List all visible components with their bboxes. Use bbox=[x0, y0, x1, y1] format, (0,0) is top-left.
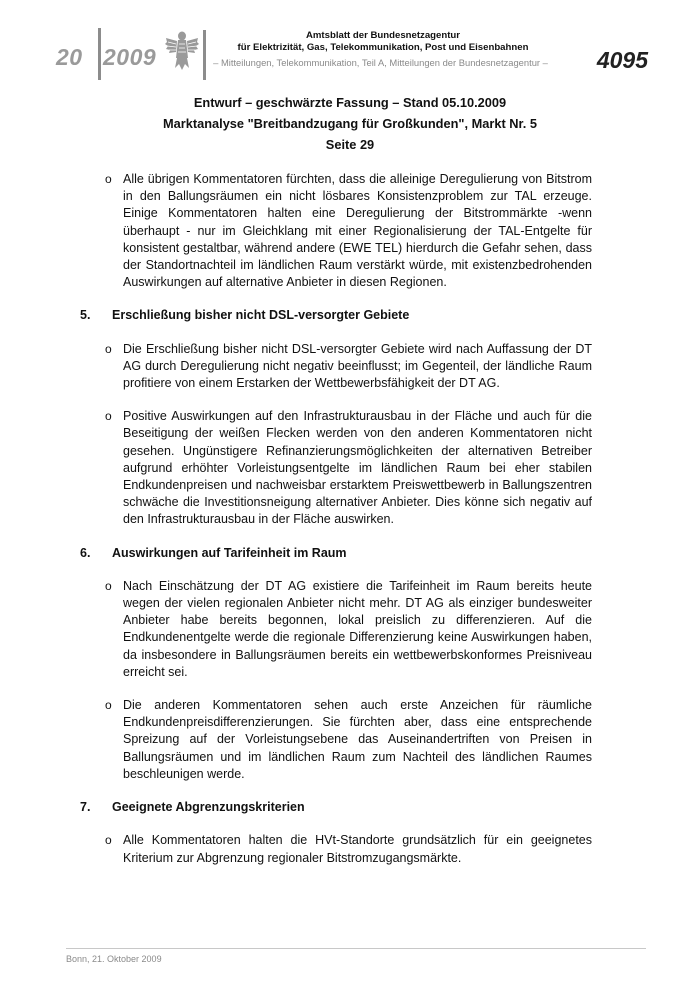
list-item-text: Die Erschließung bisher nicht DSL-versorgter Gebiete wird nach Auffassung der DT AG durch Deregulierung nicht negativ beeinflusst; im Gegenteil, der ländliche Raum profitiere von einem Erstarken der Wettbewerbsfähigkeit der DT AG. bbox=[123, 341, 592, 391]
heading-page: Seite 29 bbox=[325, 137, 375, 152]
federal-eagle-icon bbox=[164, 28, 200, 72]
publisher-line-1: Amtsblatt der Bundesnetzagentur bbox=[305, 30, 461, 41]
heading-market-analysis: Marktanalyse "Breitbandzugang für Großkunden", Markt Nr. 5 bbox=[162, 116, 538, 131]
bullet-marker: o bbox=[105, 578, 112, 593]
section-heading-6 bbox=[80, 545, 592, 562]
bullet-marker: o bbox=[105, 172, 112, 186]
section-heading-5 bbox=[80, 307, 592, 324]
document-body bbox=[80, 171, 592, 883]
section-title: Erschließung bisher nicht DSL-versorgter Gebiete bbox=[112, 308, 410, 323]
list-item bbox=[80, 341, 592, 393]
list-item-text: Alle Kommentatoren halten die HVt-Standorte grundsätzlich für ein geeignetes Kriterium zur Abgrenzung regionaler Bitstromzugangsmärkte. bbox=[123, 833, 592, 865]
list-item-text: Positive Auswirkungen auf den Infrastrukturausbau in der Fläche und auch für die Beseitigung der weißen Flecken werden von den anderen Kommentatoren nicht gesehen. Ungünstigere Refinanzierungsmöglichkeiten der alternativen Betreiber aufgrund erhöhter Vorleistungsentgelte im ländlichen Raum bei eher stabilen Endkundenpreisen und nachweisbar erstarktem Preiswettbewerb in Ballungszentren schwäche die Investitionsneigung alternativer Anbieter. Dies könne sich negativ auf den Infrastrukturausbau in der Fläche auswirken. bbox=[123, 409, 592, 527]
bullet-marker: o bbox=[105, 698, 112, 713]
section-number: 6. bbox=[80, 545, 91, 560]
list-item-text: Alle übrigen Kommentatoren fürchten, dass die alleinige Deregulierung von Bitstrom in den Ballungsräumen ein nicht lösbares Konsistenzproblem zur TAL erzeuge. Einige Kommentatoren halten eine Deregulierung der Bitstrommärkte -wenn überhaupt - nur im Gleichklang mit einer Regionalisierung der TAL-Entgelte für konsistent gestaltbar, während andere (EWE TEL) hierdurch die Gefahr sehen, dass der Standortnachteil im ländlichen Raum verstärkt würde, mit existenzbedrohenden Auswirkungen auf alternative Anbieter in diesen Regionen. bbox=[123, 172, 592, 290]
issue-year: 2009 bbox=[103, 44, 157, 70]
list-item bbox=[80, 408, 592, 528]
footer-place-date: Bonn, 21. Oktober 2009 bbox=[66, 954, 162, 964]
heading-draft-status: Entwurf – geschwärzte Fassung – Stand 05.10.2009 bbox=[193, 95, 507, 110]
section-number: 7. bbox=[80, 800, 91, 815]
bullet-marker: o bbox=[105, 409, 112, 424]
section-title: Auswirkungen auf Tarifeinheit im Raum bbox=[112, 545, 347, 560]
bullet-marker: o bbox=[105, 341, 112, 356]
bullet-marker: o bbox=[105, 833, 112, 848]
header-divider-right bbox=[203, 30, 206, 80]
list-item-text: Nach Einschätzung der DT AG existiere die Tarifeinheit im Raum bereits heute wegen der vielen regionalen Anbieter nicht mehr. DT AG als einziger bundesweiter Anbieter habe bereits begonnen, lokal preislich zu differenzieren. Auf die Endkundenentgelte werde die regionale Differenzierung keine Auswirkungen haben, da insbesondere in Ballungsräumen bereits ein wettbewerbskonformes Preisniveau erreicht sei. bbox=[123, 578, 592, 679]
section-title: Geeignete Abgrenzungskriterien bbox=[112, 800, 305, 815]
section-number: 5. bbox=[80, 308, 91, 323]
list-item-text: Die anderen Kommentatoren sehen auch erste Anzeichen für räumliche Endkundenpreisdifferenzierungen. Sie fürchten aber, dass eine entsprechende Spreizung auf der Vorleistungsebene das Auseinandertriften von Preisen in Ballungsräumen und im ländlichen Raum zum Nachteil des ländlichen Raumes beschleunigen werde. bbox=[123, 698, 592, 781]
list-item bbox=[80, 832, 592, 866]
section-heading-7 bbox=[80, 799, 592, 816]
publisher-line-2: für Elektrizität, Gas, Telekommunikation, Post und Eisenbahnen bbox=[237, 42, 529, 53]
list-item bbox=[80, 171, 592, 291]
publisher-subtitle: – Mitteilungen, Telekommunikation, Teil A, Mitteilungen der Bundesnetzagentur – bbox=[213, 57, 548, 68]
footer-divider bbox=[66, 948, 646, 949]
header-divider-left bbox=[98, 28, 101, 80]
list-item bbox=[80, 578, 592, 681]
page-number: 4095 bbox=[596, 47, 648, 73]
issue-number: 20 bbox=[56, 44, 83, 70]
document-heading bbox=[0, 92, 700, 155]
list-item bbox=[80, 697, 592, 783]
publisher-title bbox=[213, 30, 553, 54]
